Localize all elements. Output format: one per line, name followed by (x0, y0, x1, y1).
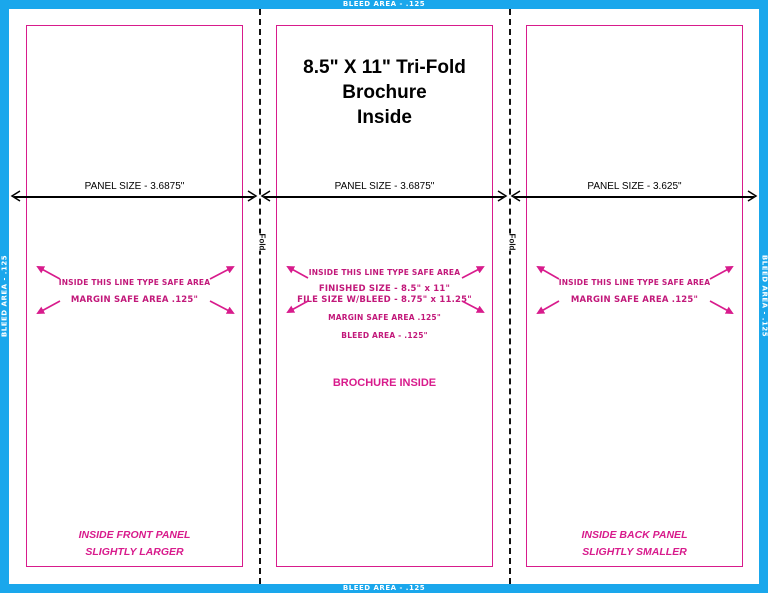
left-caption-line-1: INSIDE FRONT PANEL (78, 529, 191, 541)
left-type-safe-note: INSIDE THIS LINE TYPE SAFE AREA (58, 278, 211, 287)
dim-arrow-left-start-icon (12, 191, 20, 201)
center-type-safe-note: INSIDE THIS LINE TYPE SAFE AREA (308, 268, 461, 277)
center-arrow-top-right-icon (462, 267, 483, 278)
center-file-size-note: FILE SIZE W/BLEED - 8.75" x 11.25" (297, 295, 472, 305)
right-caption-line-2: SLIGHTLY SMALLER (582, 546, 687, 558)
right-arrow-bottom-left-icon (538, 301, 559, 313)
dimension-arrowheads (12, 191, 756, 201)
dim-arrow-center-start-icon (262, 191, 270, 201)
left-margin-safe-note: MARGIN SAFE AREA .125" (70, 295, 199, 305)
center-finished-size-note: FINISHED SIZE - 8.5" x 11" (318, 284, 451, 294)
dim-arrow-left-end-icon (248, 191, 256, 201)
panel-size-label-left: PANEL SIZE - 3.6875" (84, 181, 185, 192)
fold-label-right: Fold (507, 233, 517, 251)
title-line-2: Brochure (342, 82, 427, 103)
dim-arrow-right-start-icon (512, 191, 520, 201)
bleed-label-right: BLEED AREA - .125 (760, 254, 768, 338)
right-type-safe-note: INSIDE THIS LINE TYPE SAFE AREA (558, 278, 711, 287)
bleed-label-bottom: BLEED AREA - .125 (342, 584, 426, 592)
left-arrow-top-left-icon (38, 267, 60, 279)
left-arrow-bottom-right-icon (210, 301, 233, 313)
center-bleed-note: BLEED AREA - .125" (341, 331, 428, 340)
center-arrow-bottom-left-icon (288, 301, 308, 312)
center-arrow-bottom-right-icon (462, 301, 483, 312)
title-line-1: 8.5" X 11" Tri-Fold (303, 57, 466, 78)
title-line-3: Inside (357, 107, 412, 128)
left-arrow-top-right-icon (210, 267, 233, 279)
safe-area-arrows (38, 267, 732, 313)
left-arrow-bottom-left-icon (38, 301, 60, 313)
dim-arrow-right-end-icon (748, 191, 756, 201)
panel-size-label-right: PANEL SIZE - 3.625" (587, 181, 682, 192)
panel-size-label-center: PANEL SIZE - 3.6875" (334, 181, 435, 192)
center-arrow-top-left-icon (288, 267, 308, 278)
right-caption-line-1: INSIDE BACK PANEL (581, 529, 688, 541)
dim-arrow-center-end-icon (498, 191, 506, 201)
center-section-label: BROCHURE INSIDE (332, 377, 437, 389)
center-margin-safe-note: MARGIN SAFE AREA .125" (328, 313, 441, 322)
right-arrow-top-right-icon (710, 267, 732, 279)
fold-label-left: Fold (257, 233, 267, 251)
bleed-label-left: BLEED AREA - .125 (0, 254, 8, 338)
right-arrow-bottom-right-icon (710, 301, 732, 313)
left-caption-line-2: SLIGHTLY LARGER (85, 546, 184, 558)
bleed-label-top: BLEED AREA - .125 (342, 0, 426, 8)
right-arrow-top-left-icon (538, 267, 559, 279)
right-margin-safe-note: MARGIN SAFE AREA .125" (570, 295, 699, 305)
